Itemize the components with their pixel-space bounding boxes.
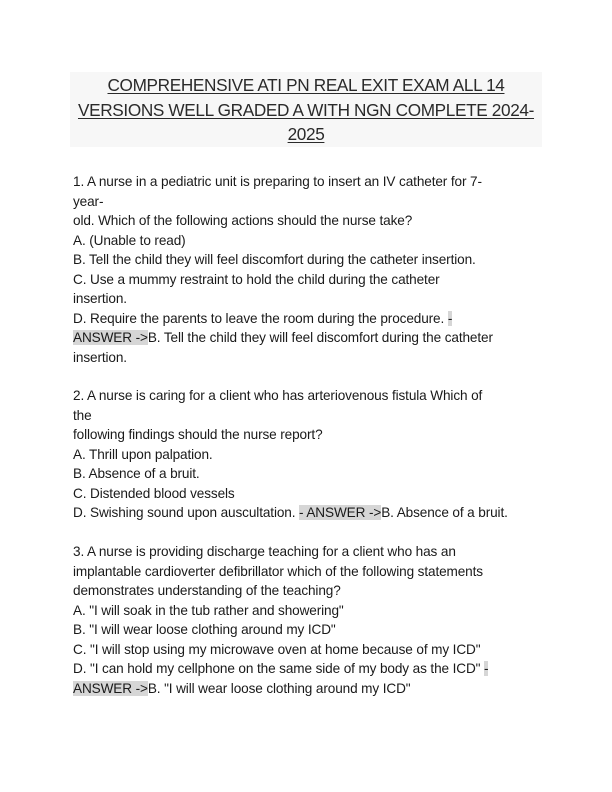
line-text: old. Which of the following actions should the nurse take? — [73, 213, 413, 229]
line-text: insertion. — [73, 349, 127, 365]
question-line — [73, 562, 553, 582]
question-line — [73, 192, 553, 212]
question-line — [73, 348, 553, 368]
question-line — [73, 659, 553, 679]
question-line — [73, 484, 553, 504]
line-text: 1. A nurse in a pediatric unit is preparing to insert an IV catheter for 7- — [73, 174, 482, 189]
line-text: A. "I will soak in the tub rather and showering" — [73, 602, 344, 618]
line-text: C. Use a mummy restraint to hold the child during the catheter — [73, 271, 440, 287]
question-line — [73, 211, 553, 231]
document-title — [70, 72, 542, 147]
question-line — [73, 328, 553, 348]
question-line — [73, 231, 553, 251]
line-text: the — [73, 407, 92, 423]
question-line — [73, 620, 553, 640]
question-line — [73, 464, 553, 484]
question-line — [73, 581, 553, 601]
line-text: following findings should the nurse report? — [73, 427, 323, 443]
question-line — [73, 172, 553, 192]
answer-text: B. Absence of a bruit. — [381, 505, 508, 521]
line-text: 2. A nurse is caring for a client who has arteriovenous fistula Which of — [73, 388, 483, 403]
question-line — [73, 542, 553, 562]
question-line — [73, 503, 553, 523]
question-line — [73, 425, 553, 445]
line-text: D. Swishing sound upon auscultation. — [73, 505, 300, 521]
line-text: B. Absence of a bruit. — [73, 466, 200, 482]
question-line — [73, 640, 553, 660]
line-text: year- — [73, 193, 104, 209]
question-line — [73, 289, 553, 309]
answer-marker: - — [484, 661, 489, 677]
question-2 — [73, 386, 553, 523]
line-text: B. Tell the child they will feel discomfort during the catheter insertion. — [73, 252, 476, 268]
question-1 — [73, 172, 553, 367]
line-text: D. "I can hold my cellphone on the same side of my body as the ICD" — [73, 661, 485, 677]
question-line — [73, 679, 553, 699]
line-text: 3. A nurse is providing discharge teaching for a client who has an — [73, 544, 456, 559]
title-line: VERSIONS WELL GRADED A WITH NGN COMPLETE 2024- — [77, 99, 535, 120]
question-line — [73, 270, 553, 290]
line-text: C. Distended blood vessels — [73, 485, 235, 501]
title-line: 2025 — [287, 124, 325, 144]
line-text: demonstrates understanding of the teaching? — [73, 583, 341, 599]
line-text: D. Require the parents to leave the room during the procedure. — [73, 310, 448, 326]
title-line: COMPREHENSIVE ATI PN REAL EXIT EXAM ALL 14 — [107, 75, 505, 95]
question-line — [73, 386, 553, 406]
question-line — [73, 250, 553, 270]
question-line — [73, 309, 553, 329]
answer-text: B. Tell the child they will feel discomfort during the catheter — [147, 330, 493, 346]
question-line — [73, 406, 553, 426]
answer-text: B. "I will wear loose clothing around my ICD" — [147, 680, 411, 696]
line-text: C. "I will stop using my microwave oven at home because of my ICD" — [73, 641, 481, 657]
question-line — [73, 445, 553, 465]
question-3 — [73, 542, 553, 698]
line-text: A. (Unable to read) — [73, 232, 186, 248]
line-text: insertion. — [73, 291, 127, 307]
question-line — [73, 601, 553, 621]
line-text: B. "I will wear loose clothing around my ICD" — [73, 622, 336, 638]
answer-marker: - — [447, 310, 453, 326]
answer-marker: - ANSWER -> — [299, 505, 382, 521]
answer-marker: ANSWER -> — [73, 330, 148, 346]
line-text: implantable cardioverter defibrillator which of the following statements — [73, 563, 483, 579]
answer-marker: ANSWER -> — [73, 680, 148, 696]
line-text: A. Thrill upon palpation. — [73, 446, 213, 462]
